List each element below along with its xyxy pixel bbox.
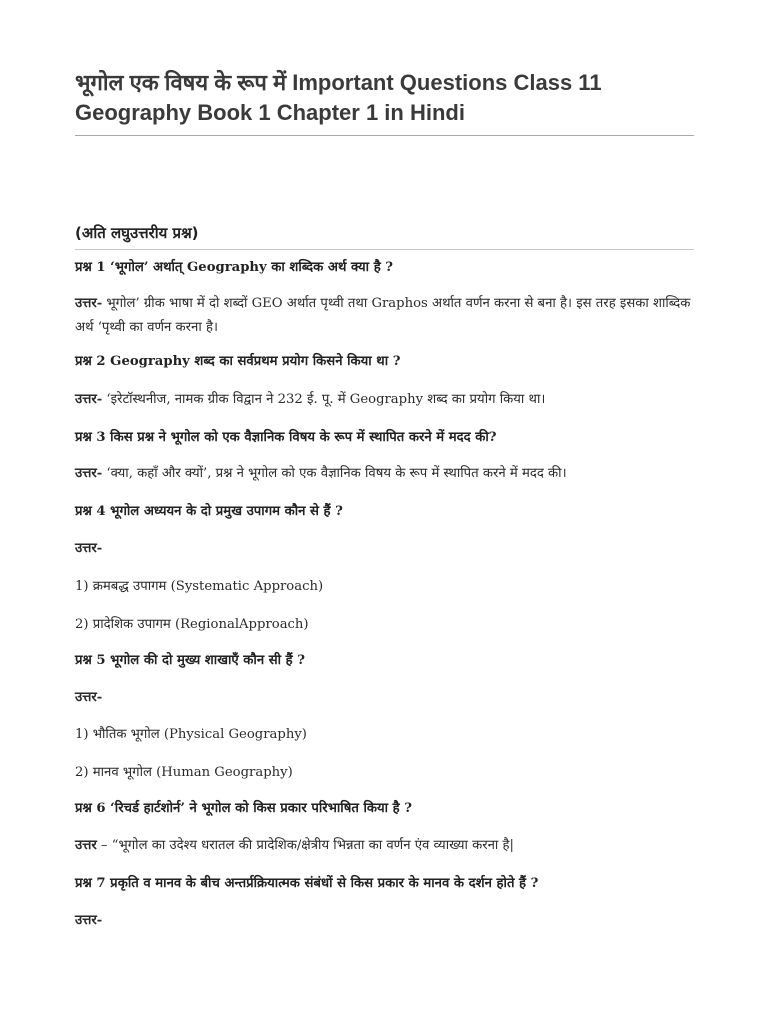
answer-4-label: उत्तर- bbox=[75, 541, 103, 556]
answer-7-label: उत्तर- bbox=[75, 913, 103, 928]
question-2: प्रश्न 2 Geography शब्द का सर्वप्रथम प्रयोग किसने किया था ? bbox=[75, 354, 401, 369]
answer-2 bbox=[75, 388, 697, 412]
answer-6 bbox=[75, 834, 697, 858]
section-heading: (अति लघुउत्तरीय प्रश्न) bbox=[75, 224, 199, 242]
answer-text: – “भूगोल का उदेश्य धरातल की प्रादेशिक/क्षेत्रीय भिन्नता का वर्णन एंव व्याख्या करना है| bbox=[96, 838, 514, 853]
answer-label: उत्तर- bbox=[75, 296, 103, 311]
title-divider bbox=[75, 135, 694, 136]
page-title: भूगोल एक विषय के रूप में Important Questions Class 11 Geography Book 1 Chapter 1 in Hindi bbox=[75, 70, 602, 125]
answer-text: ‘क्या, कहाँ और क्यों’, प्रश्न ने भूगोल को एक वैज्ञानिक विषय के रूप में स्थापित करने में मदद की। bbox=[102, 466, 567, 481]
answer-text: ‘इरेटॉस्थनीज, नामक ग्रीक विद्वान ने 232 ई. पू. में Geography शब्द का प्रयोग किया था। bbox=[102, 392, 546, 407]
question-1: प्रश्न 1 ‘भूगोल’ अर्थात् Geography का शब्दिक अर्थ क्या है ? bbox=[75, 260, 394, 275]
answer-5-item-1: 1) भौतिक भूगोल (Physical Geography) bbox=[75, 727, 307, 742]
question-4: प्रश्न 4 भूगोल अध्ययन के दो प्रमुख उपागम कौन से हैं ? bbox=[75, 504, 343, 519]
answer-4-item-1: 1) क्रमबद्ध उपागम (Systematic Approach) bbox=[75, 579, 324, 594]
question-3: प्रश्न 3 किस प्रश्न ने भूगोल को एक वैज्ञानिक विषय के रूप में स्थापित करने में मदद की? bbox=[75, 430, 497, 445]
answer-3 bbox=[75, 462, 697, 486]
answer-label: उत्तर- bbox=[75, 466, 103, 481]
section-divider bbox=[75, 249, 694, 250]
question-7: प्रश्न 7 प्रकृति व मानव के बीच अन्तर्प्रक्रियात्मक संबंधों से किस प्रकार के मानव के दर्शन होते हैं ? bbox=[75, 876, 539, 891]
answer-5-item-2: 2) मानव भूगोल (Human Geography) bbox=[75, 765, 293, 780]
answer-4-item-2: 2) प्रादेशिक उपागम (RegionalApproach) bbox=[75, 617, 309, 632]
question-6: प्रश्न 6 ‘रिचर्ड हार्टशोर्न’ ने भूगोल को किस प्रकार परिभाषित किया है ? bbox=[75, 801, 412, 816]
answer-text: भूगोल’ ग्रीक भाषा में दो शब्दों GEO अर्थात पृथ्वी तथा Graphos अर्थात वर्णन करना से बना है। इस तरह इसका शाब्दिक अर्थ ‘पृथ्वी का वर्णन करना है। bbox=[75, 296, 691, 335]
answer-5-label: उत्तर- bbox=[75, 690, 103, 705]
answer-label: उत्तर- bbox=[75, 392, 103, 407]
answer-1 bbox=[75, 292, 697, 340]
answer-label: उत्तर bbox=[75, 838, 97, 853]
question-5: प्रश्न 5 भूगोल की दो मुख्य शाखाएँ कौन सी हैं ? bbox=[75, 653, 305, 668]
